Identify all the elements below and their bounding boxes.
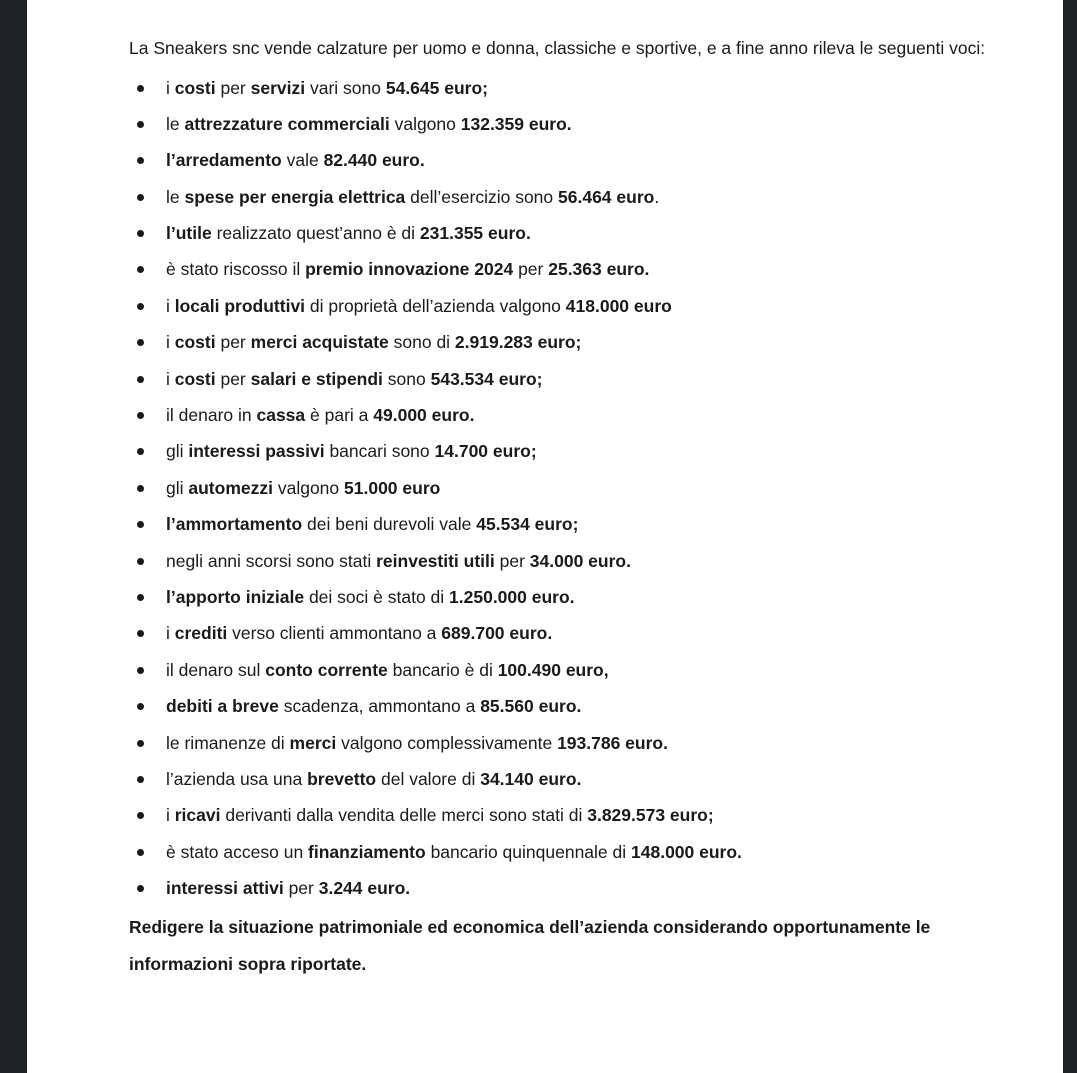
text-segment: . bbox=[654, 186, 660, 207]
bullet-icon bbox=[137, 594, 144, 601]
list-item bbox=[129, 470, 1009, 506]
bullet-icon bbox=[137, 776, 144, 783]
closing-instruction: Redigere la situazione patrimoniale ed economica dell’azienda considerando opportunamente le informazioni sopra riportate. bbox=[129, 917, 931, 974]
text-segment: i bbox=[166, 805, 175, 826]
bullet-icon bbox=[137, 703, 144, 710]
list-item-text bbox=[166, 623, 552, 643]
list-item-text bbox=[166, 187, 659, 207]
bold-segment: 54.645 euro; bbox=[385, 77, 488, 98]
bold-segment: costi bbox=[174, 368, 216, 389]
bold-segment: cassa bbox=[256, 405, 306, 426]
bullet-icon bbox=[137, 412, 144, 419]
list-item-text bbox=[166, 441, 537, 461]
text-segment: sono di bbox=[388, 332, 455, 353]
list-item bbox=[129, 215, 1009, 251]
text-segment: le rimanenze di bbox=[166, 732, 290, 753]
bold-segment: costi bbox=[174, 332, 216, 353]
list-item-text bbox=[166, 332, 581, 352]
list-item-text bbox=[166, 405, 474, 425]
bold-segment: 689.700 euro. bbox=[441, 623, 553, 644]
bullet-icon bbox=[137, 630, 144, 637]
bullet-icon bbox=[137, 521, 144, 528]
bold-segment: l’apporto iniziale bbox=[166, 586, 305, 607]
bold-segment: finanziamento bbox=[308, 841, 426, 862]
text-segment: il denaro in bbox=[166, 405, 257, 426]
bullet-icon bbox=[137, 849, 144, 856]
list-item-text bbox=[166, 587, 575, 607]
list-item-text bbox=[166, 223, 531, 243]
text-segment: è stato riscosso il bbox=[166, 259, 306, 280]
list-item bbox=[129, 870, 1009, 906]
bullet-icon bbox=[137, 230, 144, 237]
text-segment: le bbox=[166, 186, 185, 207]
list-item bbox=[129, 506, 1009, 542]
list-item-text bbox=[166, 733, 668, 753]
bold-segment: reinvestiti utili bbox=[376, 550, 495, 571]
bullet-icon bbox=[137, 157, 144, 164]
list-item bbox=[129, 761, 1009, 797]
bold-segment: 3.244 euro. bbox=[318, 878, 411, 899]
list-item bbox=[129, 652, 1009, 688]
bold-segment: 231.355 euro. bbox=[419, 223, 531, 244]
intro-paragraph: La Sneakers snc vende calzature per uomo e donna, classiche e sportive, e a fine anno rileva le seguenti voci: bbox=[129, 38, 986, 58]
bold-segment: merci bbox=[289, 732, 337, 753]
text-segment: le bbox=[166, 113, 185, 134]
bold-segment: l’arredamento bbox=[166, 150, 282, 171]
bullet-icon bbox=[137, 376, 144, 383]
bold-segment: merci acquistate bbox=[250, 332, 389, 353]
text-segment: per bbox=[215, 368, 251, 389]
list-item-text bbox=[166, 78, 488, 98]
text-segment: il denaro sul bbox=[166, 659, 266, 680]
bold-segment: salari e stipendi bbox=[250, 368, 383, 389]
list-item-text bbox=[166, 842, 742, 862]
list-item-text bbox=[166, 259, 649, 279]
bold-segment: 85.560 euro. bbox=[480, 696, 582, 717]
list-item bbox=[129, 433, 1009, 469]
list-item-text bbox=[166, 696, 581, 716]
bold-segment: 25.363 euro. bbox=[548, 259, 650, 280]
text-segment: bancario è di bbox=[387, 659, 498, 680]
bold-segment: 56.464 euro bbox=[558, 186, 655, 207]
bold-segment: 3.829.573 euro; bbox=[587, 805, 714, 826]
bullet-icon bbox=[137, 339, 144, 346]
bullet-icon bbox=[137, 194, 144, 201]
text-segment: valgono complessivamente bbox=[336, 732, 558, 753]
bold-segment: l’ammortamento bbox=[166, 514, 303, 535]
bullet-icon bbox=[137, 121, 144, 128]
bold-segment: 49.000 euro. bbox=[373, 405, 475, 426]
bold-segment: 100.490 euro, bbox=[497, 659, 609, 680]
list-item bbox=[129, 834, 1009, 870]
list-item bbox=[129, 324, 1009, 360]
list-item bbox=[129, 797, 1009, 833]
list-item bbox=[129, 106, 1009, 142]
text-segment: realizzato quest’anno è di bbox=[211, 223, 420, 244]
bullet-icon bbox=[137, 485, 144, 492]
bold-segment: ricavi bbox=[174, 805, 221, 826]
text-segment: è pari a bbox=[305, 405, 374, 426]
bold-segment: 543.534 euro; bbox=[430, 368, 543, 389]
list-item bbox=[129, 579, 1009, 615]
list-item bbox=[129, 615, 1009, 651]
list-item bbox=[129, 142, 1009, 178]
bold-segment: conto corrente bbox=[265, 659, 388, 680]
bold-segment: 14.700 euro; bbox=[434, 441, 537, 462]
text-segment: i bbox=[166, 77, 175, 98]
bold-segment: 45.534 euro; bbox=[476, 514, 579, 535]
text-segment: dell’esercizio sono bbox=[405, 186, 559, 207]
text-segment: bancari sono bbox=[324, 441, 435, 462]
bullet-icon bbox=[137, 812, 144, 819]
list-item bbox=[129, 725, 1009, 761]
text-segment: dei beni durevoli vale bbox=[302, 514, 477, 535]
document-page bbox=[27, 0, 1063, 1073]
bullet-icon bbox=[137, 667, 144, 674]
list-item bbox=[129, 251, 1009, 287]
list-item bbox=[129, 179, 1009, 215]
list-item bbox=[129, 361, 1009, 397]
text-segment: gli bbox=[166, 441, 189, 462]
text-segment: per bbox=[215, 332, 251, 353]
bold-segment: 418.000 euro bbox=[565, 295, 672, 316]
bold-segment: brevetto bbox=[307, 768, 377, 789]
text-segment: i bbox=[166, 295, 175, 316]
list-item-text bbox=[166, 514, 578, 534]
text-segment: i bbox=[166, 332, 175, 353]
text-segment: è stato acceso un bbox=[166, 841, 309, 862]
item-list bbox=[129, 70, 1009, 907]
bold-segment: debiti a breve bbox=[166, 696, 279, 717]
bold-segment: 34.140 euro. bbox=[480, 768, 582, 789]
bold-segment: 34.000 euro. bbox=[529, 550, 631, 571]
text-segment: i bbox=[166, 623, 175, 644]
bold-segment: servizi bbox=[250, 77, 306, 98]
text-segment: vale bbox=[281, 150, 324, 171]
text-segment: per bbox=[513, 259, 549, 280]
bullet-icon bbox=[137, 266, 144, 273]
bullet-icon bbox=[137, 740, 144, 747]
bold-segment: crediti bbox=[174, 623, 228, 644]
list-item-text bbox=[166, 478, 440, 498]
bold-segment: 2.919.283 euro; bbox=[454, 332, 582, 353]
text-segment: bancario quinquennale di bbox=[425, 841, 632, 862]
list-item bbox=[129, 543, 1009, 579]
bold-segment: 148.000 euro. bbox=[631, 841, 742, 862]
text-segment: scadenza, ammontano a bbox=[278, 696, 481, 717]
bullet-icon bbox=[137, 448, 144, 455]
text-segment: valgono bbox=[389, 113, 461, 134]
bold-segment: premio innovazione 2024 bbox=[305, 259, 514, 280]
bullet-icon bbox=[137, 558, 144, 565]
bold-segment: 82.440 euro. bbox=[323, 150, 425, 171]
bold-segment: locali produttivi bbox=[174, 295, 306, 316]
bold-segment: spese per energia elettrica bbox=[184, 186, 406, 207]
text-segment: gli bbox=[166, 477, 189, 498]
bold-segment: 193.786 euro. bbox=[557, 732, 668, 753]
bold-segment: interessi attivi bbox=[166, 878, 284, 899]
bullet-icon bbox=[137, 85, 144, 92]
text-segment: negli anni scorsi sono stati bbox=[166, 550, 377, 571]
list-item bbox=[129, 688, 1009, 724]
list-item-text bbox=[166, 660, 609, 680]
bullet-icon bbox=[137, 885, 144, 892]
list-item bbox=[129, 70, 1009, 106]
list-item-text bbox=[166, 369, 542, 389]
text-segment: per bbox=[215, 77, 251, 98]
list-item bbox=[129, 288, 1009, 324]
list-item-text bbox=[166, 114, 572, 134]
bold-segment: 1.250.000 euro. bbox=[449, 586, 575, 607]
text-segment: per bbox=[283, 878, 319, 899]
bullet-icon bbox=[137, 303, 144, 310]
bold-segment: interessi passivi bbox=[188, 441, 325, 462]
text-segment: i bbox=[166, 368, 175, 389]
list-item-text bbox=[166, 805, 714, 825]
list-item-text bbox=[166, 296, 672, 316]
bold-segment: 132.359 euro. bbox=[460, 113, 572, 134]
document-content bbox=[129, 30, 1009, 982]
bold-segment: automezzi bbox=[188, 477, 273, 498]
list-item-text bbox=[166, 150, 425, 170]
text-segment: del valore di bbox=[376, 768, 481, 789]
bold-segment: l’utile bbox=[166, 223, 212, 244]
bold-segment: 51.000 euro bbox=[344, 477, 441, 498]
text-segment: l’azienda usa una bbox=[166, 768, 308, 789]
list-item-text bbox=[166, 878, 410, 898]
text-segment: vari sono bbox=[305, 77, 386, 98]
text-segment: per bbox=[494, 550, 530, 571]
list-item-text bbox=[166, 551, 631, 571]
list-item bbox=[129, 397, 1009, 433]
text-segment: di proprietà dell’azienda valgono bbox=[305, 295, 566, 316]
text-segment: verso clienti ammontano a bbox=[227, 623, 442, 644]
list-item-text bbox=[166, 769, 581, 789]
text-segment: dei soci è stato di bbox=[304, 586, 450, 607]
text-segment: valgono bbox=[272, 477, 345, 498]
text-segment: sono bbox=[382, 368, 431, 389]
bold-segment: attrezzature commerciali bbox=[184, 113, 390, 134]
bold-segment: costi bbox=[174, 77, 216, 98]
text-segment: derivanti dalla vendita delle merci sono stati di bbox=[220, 805, 588, 826]
